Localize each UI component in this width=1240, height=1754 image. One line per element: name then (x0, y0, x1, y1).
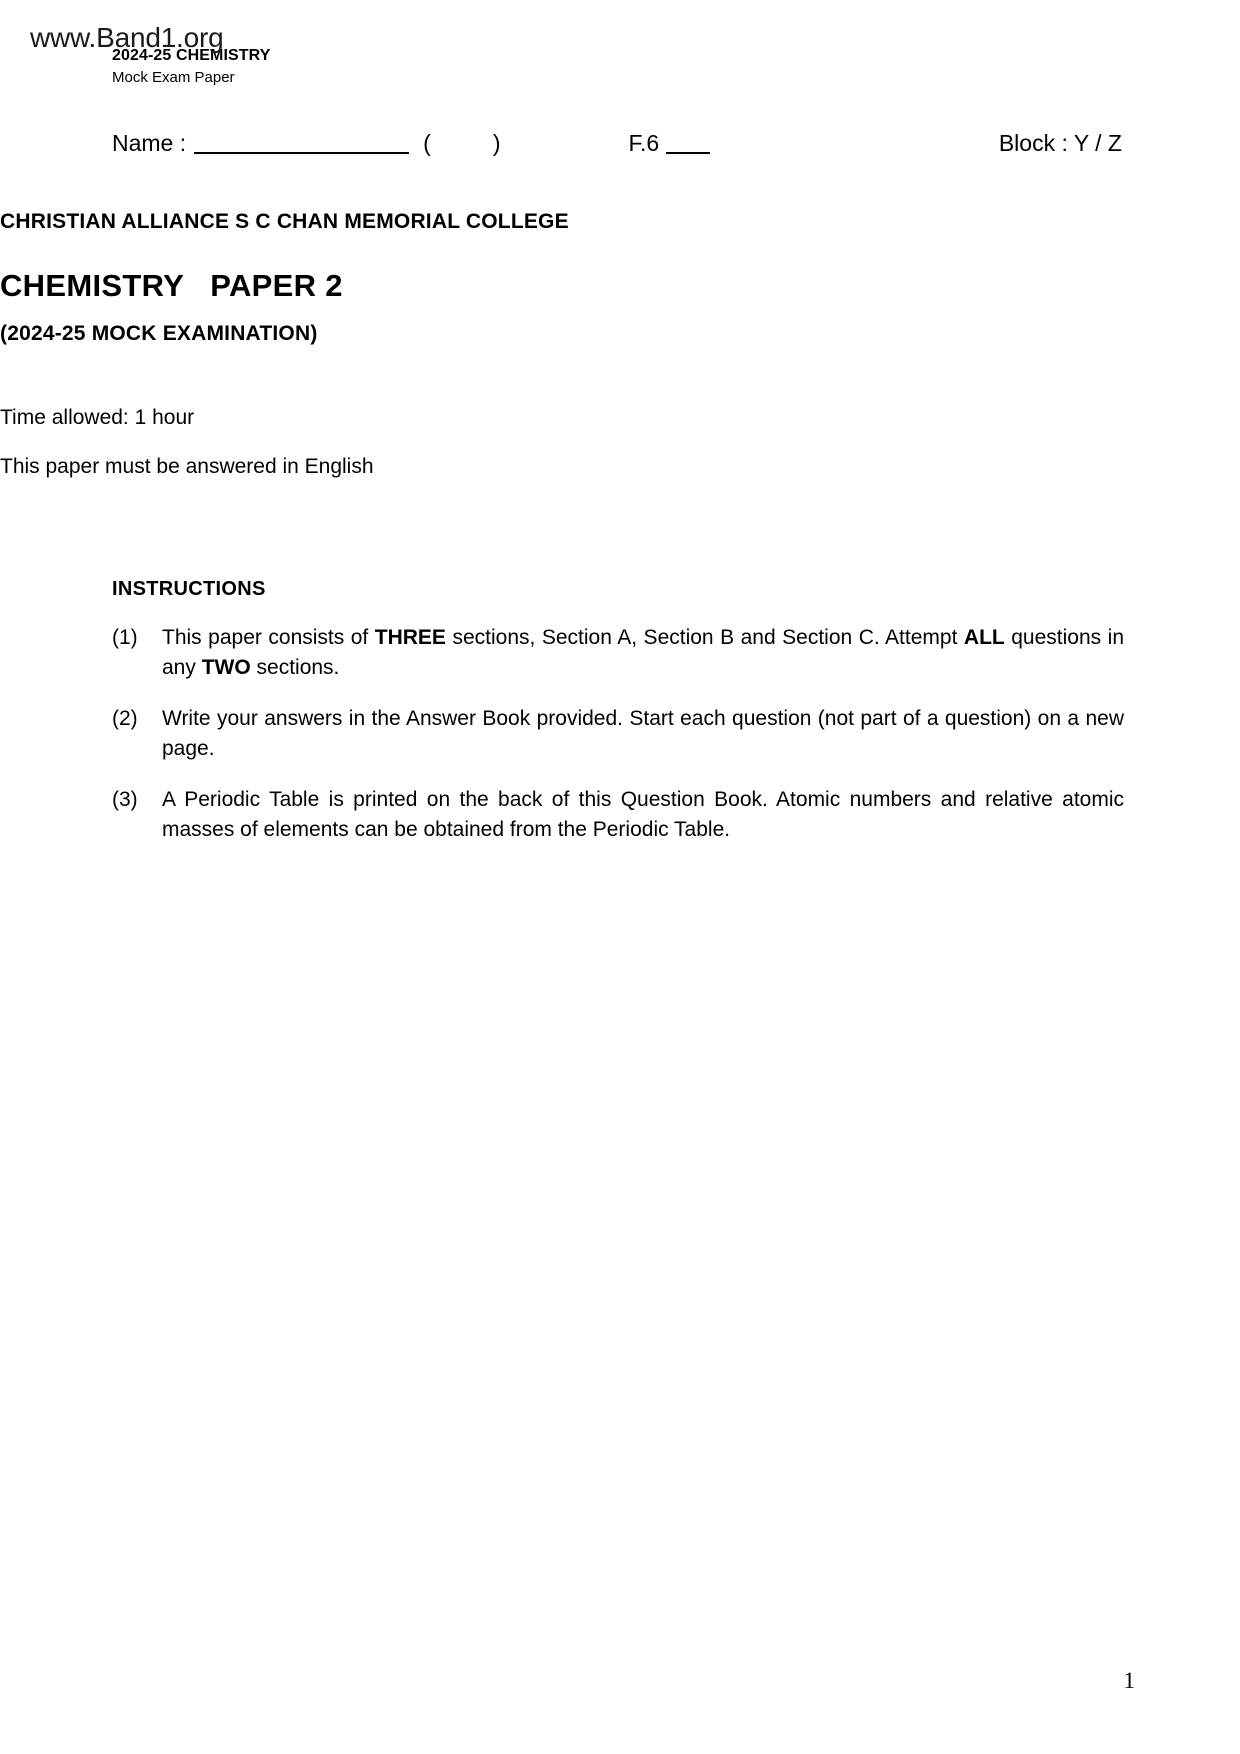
running-head-papertype: Mock Exam Paper (112, 69, 235, 86)
instruction-item (112, 704, 1124, 764)
form-label: F.6 (628, 130, 660, 156)
name-label: Name : (112, 130, 187, 156)
instruction-text: A Periodic Table is printed on the back of this Question Book. Atomic numbers and relative atomic masses of elements can be obtained from the Periodic Table. (162, 788, 1124, 841)
instruction-number: (1) (112, 626, 138, 649)
time-allowed: Time allowed: 1 hour (0, 406, 195, 429)
instruction-number: (2) (112, 707, 138, 730)
block-label: Block : Y / Z (998, 130, 1122, 156)
instructions-list (112, 623, 1124, 866)
language-note: This paper must be answered in English (0, 455, 374, 478)
form-write-in-line[interactable] (666, 152, 710, 154)
class-number-paren-open: ( (423, 130, 431, 156)
instruction-item (112, 623, 1124, 683)
school-name: CHRISTIAN ALLIANCE S C CHAN MEMORIAL COLLEGE (0, 210, 569, 233)
instruction-text: This paper consists of THREE sections, Section A, Section B and Section C. Attempt ALL questions in any TWO sections. (162, 626, 1124, 679)
site-watermark: www.Band1.org (30, 22, 224, 53)
instruction-item (112, 785, 1124, 845)
name-write-in-line[interactable] (194, 152, 409, 154)
class-number-paren-close: ) (492, 130, 501, 156)
exam-subtitle: (2024-25 MOCK EXAMINATION) (0, 322, 318, 345)
running-head-subject: 2024-25 CHEMISTRY (112, 47, 271, 64)
page-title: CHEMISTRY PAPER 2 (0, 268, 343, 303)
candidate-details-row (112, 128, 1122, 158)
page-number: 1 (1123, 1668, 1135, 1693)
instructions-heading: INSTRUCTIONS (112, 578, 266, 600)
instruction-text: Write your answers in the Answer Book provided. Start each question (not part of a question) on a new page. (162, 707, 1124, 760)
instruction-number: (3) (112, 788, 138, 811)
